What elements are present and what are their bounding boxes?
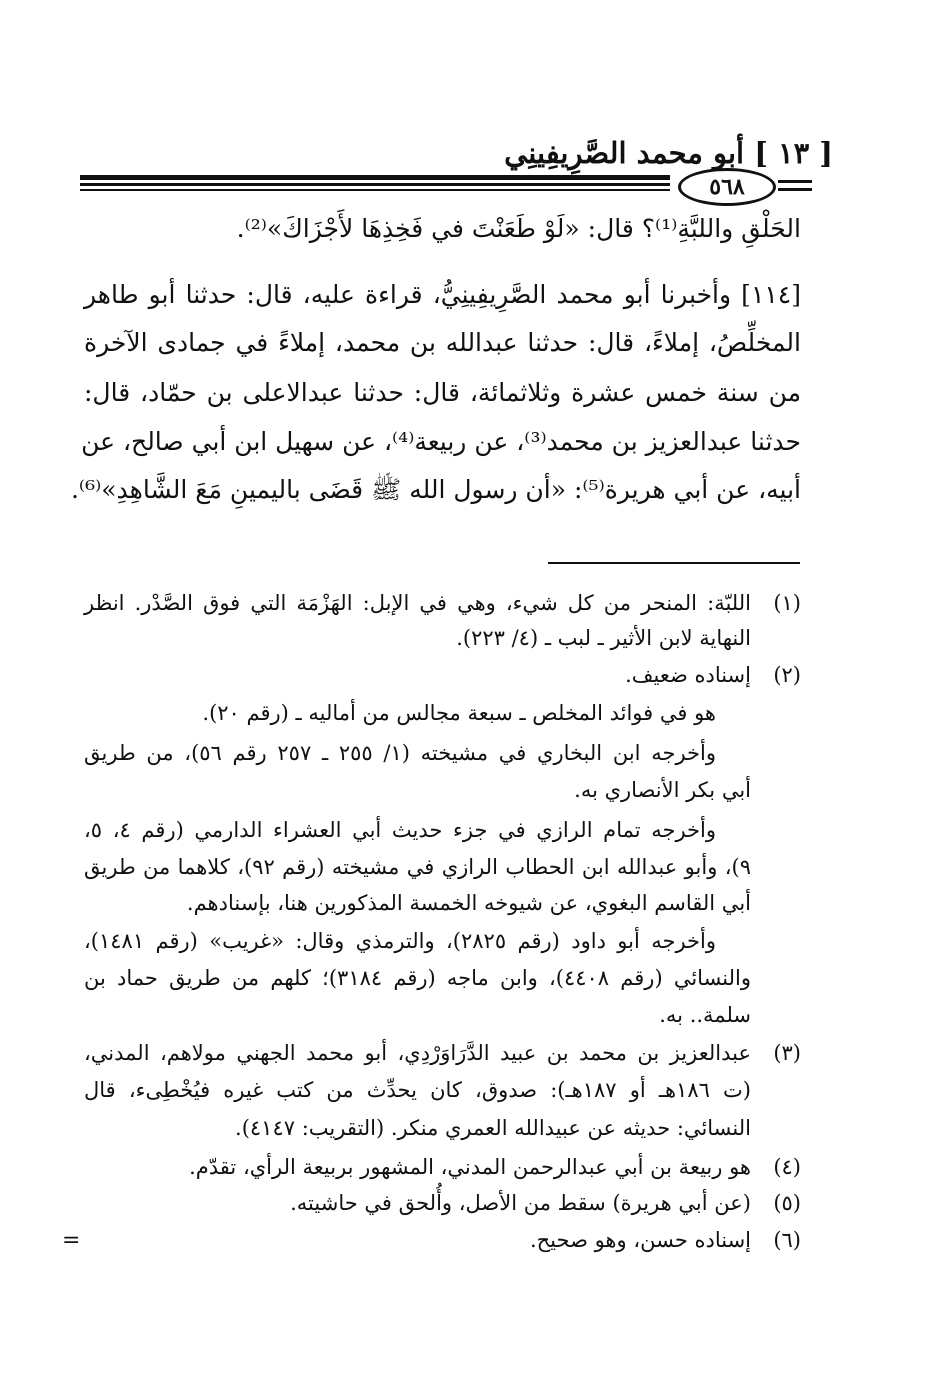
footnote-line: إسناده ضعيف. xyxy=(625,663,751,687)
footnote-line: النسائي: حديثه عن عبيدالله العمري منكر. (التقريب: ٤١٤٧). xyxy=(235,1116,751,1140)
main-text-line: حدثنا عبدالعزيز بن محمد⁽³⁾، عن ربيعة⁽⁴⁾، عن سهيل ابن أبي صالح، عن xyxy=(81,427,801,456)
footnote-line: أبي بكر الأنصاري به. xyxy=(574,778,751,802)
footnote-line: وأخرجه ابن البخاري في مشيخته (١/ ٢٥٥ ـ ٢٥٧ رقم ٥٦)، من طريق xyxy=(84,741,716,765)
footnote-line: إسناده حسن، وهو صحيح. xyxy=(529,1228,751,1252)
footnote-number: (٤) xyxy=(773,1155,801,1179)
footnote-line: ٩)، وأبو عبدالله ابن الحطاب الرازي في مشيخته (رقم ٩٢)، كلاهما من طريق xyxy=(84,855,751,879)
main-text-line: [١١٤] وأخبرنا أبو محمد الصَّرِيفِينِيُّ، قراءة عليه، قال: حدثنا أبو طاهر xyxy=(84,280,801,309)
footnote-line: (ت ١٨٦هـ أو ١٨٧هـ): صدوق، كان يحدِّث من كتب غيره فيُخْطِىء، قال xyxy=(84,1078,751,1102)
continuation-mark: = xyxy=(62,1228,81,1253)
footnote-line: وأخرجه تمام الرازي في جزء حديث أبي العشراء الدارمي (رقم ٤، ٥، xyxy=(84,818,717,842)
footnote-line: (عن أبي هريرة) سقط من الأصل، وأُلحق في حاشيته. xyxy=(290,1191,751,1215)
footnote-line: النهاية لابن الأثير ـ لبب ـ (٤/ ٢٢٣). xyxy=(456,626,751,650)
footnote-number: (١) xyxy=(773,591,801,615)
footnote-number: (٣) xyxy=(773,1041,801,1065)
footnote-number: (٦) xyxy=(773,1228,801,1252)
page-number: ٥٦٨ xyxy=(678,168,776,206)
footnote-separator xyxy=(548,562,800,564)
header-rule xyxy=(80,189,670,191)
main-text-line: المخلِّصُ، إملاءً، قال: حدثنا عبدالله بن محمد، إملاءً في جمادى الآخرة xyxy=(84,328,801,357)
running-header-title: [ ١٣ ] أبو محمد الصَّرِيفِينِي xyxy=(504,136,833,170)
main-text-line: من سنة خمس عشرة وثلاثمائة، قال: حدثنا عبدالاعلى بن حمّاد، قال: xyxy=(84,378,801,407)
footnote-line: هو في فوائد المخلص ـ سبعة مجالس من أماليه ـ (رقم ٢٠). xyxy=(202,701,716,725)
footnote-line: والنسائي (رقم ٤٤٠٨)، وابن ماجه (رقم ٣١٨٤)؛ كلهم من طريق حماد بن xyxy=(84,966,752,990)
header-rule xyxy=(80,175,670,180)
header-rule xyxy=(80,183,670,186)
footnote-number: (٢) xyxy=(773,663,801,687)
footnote-line: أبي القاسم البغوي، عن شيوخه الخمسة المذكورين هنا، بإسنادهم. xyxy=(186,891,751,915)
main-text-line: أبيه، عن أبي هريرة⁽⁵⁾: «أن رسول الله ﷺ قَضَى باليمينِ مَعَ الشَّاهِدِ»⁽⁶⁾. xyxy=(70,475,801,504)
header-rule xyxy=(778,180,812,183)
main-text-line: الحَلْقِ واللبَّةِ⁽¹⁾؟ قال: «لَوْ طَعَنْتَ في فَخِذِهَا لأَجْزَاكَ»⁽²⁾. xyxy=(236,214,801,243)
footnote-line: سلمة.. به. xyxy=(659,1003,751,1027)
header-rule xyxy=(778,188,812,191)
footnote-line: هو ربيعة بن أبي عبدالرحمن المدني، المشهور بربيعة الرأي، تقدّم. xyxy=(189,1155,751,1179)
footnote-line: عبدالعزيز بن محمد بن عبيد الدَّرَاوَرْدِي، أبو محمد الجهني مولاهم، المدني، xyxy=(84,1041,751,1065)
footnote-line: وأخرجه أبو داود (رقم ٢٨٢٥)، والترمذي وقال: «غريب» (رقم ١٤٨١)، xyxy=(84,929,716,953)
footnote-line: اللبّة: المنحر من كل شيء، وهي في الإبل: الهَزْمَة التي فوق الصَّدْر. انظر xyxy=(84,591,751,615)
footnote-number: (٥) xyxy=(773,1191,801,1215)
